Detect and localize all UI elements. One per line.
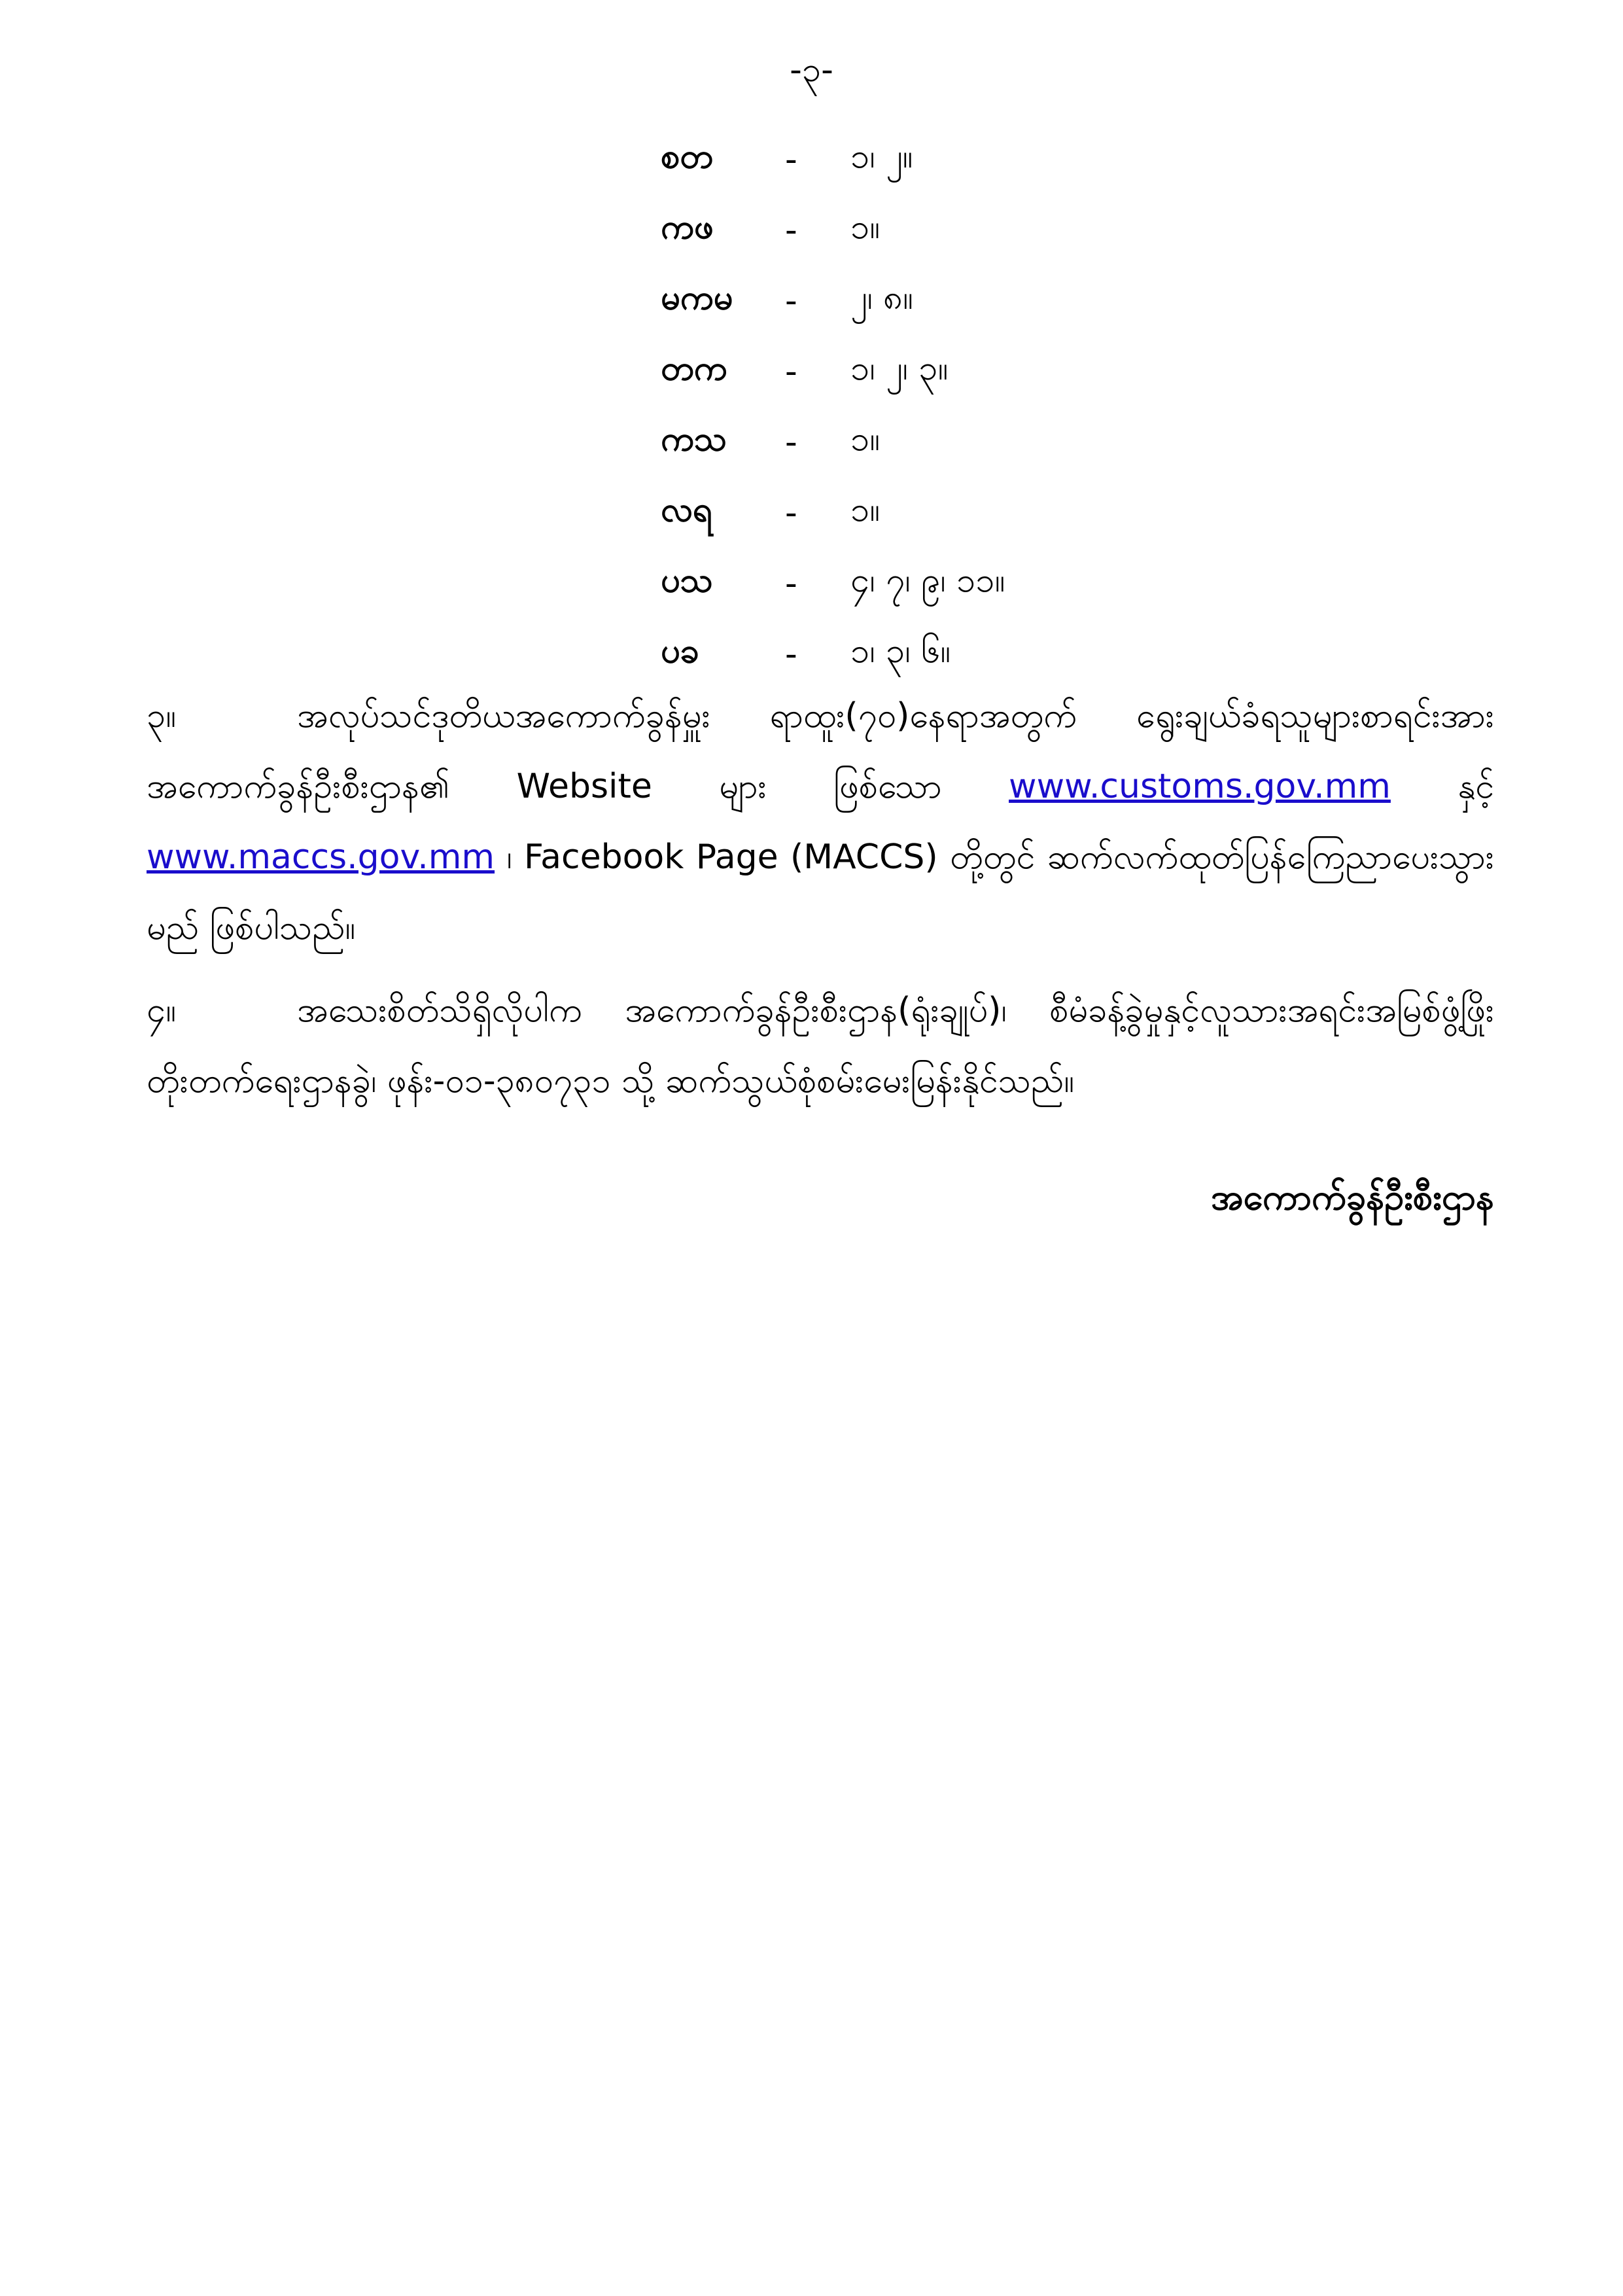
code-label: စတ xyxy=(661,137,713,176)
paragraph-text: အလုပ်သင်ဒုတိယအကောက်ခွန်မှူး ရာထူး(၇၀)နေရာအတွက် ရွေးချယ်ခံရသူများစာရင်းအား အကောက်ခွန်ဦးစီးဌာန၏ Website များ ဖြစ်သော xyxy=(147,696,1494,806)
code-numbers: ၄၊ ၇၊ ၉၊ ၁၁။ xyxy=(850,561,1005,600)
paragraph-3 xyxy=(147,680,1494,963)
code-label: ပခ xyxy=(661,631,699,671)
code-numbers: ၁။ xyxy=(850,490,880,529)
code-dash: - xyxy=(785,281,797,321)
code-list xyxy=(661,124,1119,690)
code-list-item xyxy=(661,124,1119,195)
code-list-item xyxy=(661,195,1119,266)
code-label: မကမ xyxy=(661,278,733,317)
code-list-item xyxy=(661,619,1119,690)
paragraph-text: အသေးစိတ်သိရှိလိုပါက အကောက်ခွန်ဦးစီးဌာန(ရုံးချုပ်)၊ စီမံခန့်ခွဲမှုနှင့်လူသားအရင်းအမြစ်ဖွံ့ဖြိုးတိုးတက်ရေးဌာနခွဲ၊ ဖုန်း-၀၁-၃၈၀၇၃၁ သို့ ဆက်သွယ်စုံစမ်းမေးမြန်းနိုင်သည်။ xyxy=(147,991,1494,1101)
signature: အကောက်ခွန်ဦးစီးဌာန xyxy=(1211,1176,1494,1218)
code-numbers: ၁၊ ၃၊ ၆။ xyxy=(850,631,951,671)
code-list-item xyxy=(661,478,1119,548)
code-numbers: ၁။ xyxy=(850,207,880,247)
code-numbers: ၁။ xyxy=(850,419,880,459)
paragraph-number: ၄။ xyxy=(147,991,176,1030)
code-list-item xyxy=(661,407,1119,478)
code-dash: - xyxy=(785,564,797,603)
code-dash: - xyxy=(785,635,797,674)
code-numbers: ၁၊ ၂၊ ၃။ xyxy=(850,349,949,388)
code-list-item xyxy=(661,266,1119,336)
code-dash: - xyxy=(785,493,797,533)
code-label: ကသ xyxy=(661,419,727,459)
code-list-item xyxy=(661,548,1119,619)
code-numbers: ၁၊ ၂။ xyxy=(850,137,913,176)
code-dash: - xyxy=(785,140,797,179)
code-numbers: ၂၊ ၈။ xyxy=(850,278,913,317)
maccs-website-link[interactable]: www.maccs.gov.mm xyxy=(147,838,495,877)
customs-website-link[interactable]: www.customs.gov.mm xyxy=(1009,767,1391,806)
paragraph-4 xyxy=(147,975,1494,1116)
paragraph-text: ၊ Facebook Page (MACCS) တို့တွင် ဆက်လက်ထုတ်ပြန်ကြေညာပေးသွားမည် ဖြစ်ပါသည်။ xyxy=(147,838,1494,947)
code-dash: - xyxy=(785,352,797,391)
code-label: ကဖ xyxy=(661,207,714,247)
code-label: ပသ xyxy=(661,561,713,600)
page-number: -၃- xyxy=(790,50,833,90)
code-dash: - xyxy=(785,423,797,462)
code-list-item xyxy=(661,336,1119,407)
code-label: လရ xyxy=(661,490,712,529)
code-label: တက xyxy=(661,349,727,388)
paragraph-text: နှင့် xyxy=(1390,767,1494,806)
paragraph-number: ၃။ xyxy=(147,696,176,735)
code-dash: - xyxy=(785,211,797,250)
